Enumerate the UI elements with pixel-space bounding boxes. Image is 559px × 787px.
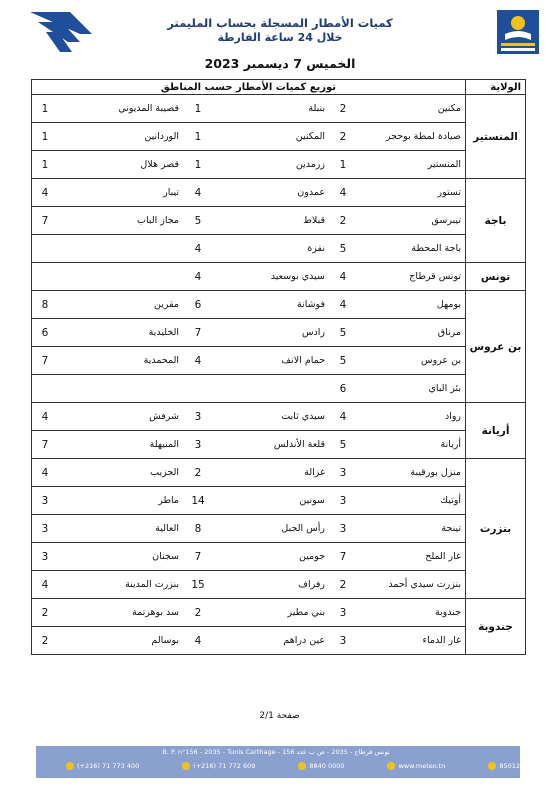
table-row [32,403,526,459]
rainfall-value: 4 [41,466,49,479]
rainfall-value [31,263,59,290]
table-row [32,179,526,263]
rainfall-value: 6 [339,382,347,395]
rainfall-value: 8 [194,522,202,535]
station-name: منزل بورقيبة [410,467,461,478]
station-name: بن عروس [421,355,461,366]
station-name: تونس قرطاج [409,271,461,282]
station-name: قصر هلال [140,159,179,170]
station-name: الجزيب [150,467,179,478]
station-name [59,263,183,290]
rainfall-value: 4 [194,354,202,367]
rainfall-value: 7 [41,438,49,451]
station-row [31,347,465,375]
rainfall-value: 1 [194,158,202,171]
station-name: غار الملح [425,551,461,562]
rainfall-value: 5 [194,214,202,227]
rainfall-value: 6 [194,298,202,311]
station-name: سجنان [152,551,179,562]
rainfall-value: 4 [194,634,202,647]
station-values [32,179,466,263]
state-name: بن عروس [466,291,526,403]
station-name: تستور [437,187,461,198]
rainfall-value: 1 [41,130,49,143]
rainfall-value: 7 [41,214,49,227]
rainfall-value: 6 [41,326,49,339]
rainfall-value: 3 [41,494,49,507]
station-name: ماطر [158,495,179,506]
rainfall-value: 4 [194,270,202,283]
station-name: بنزرت سيدي أحمد [388,579,461,590]
rainfall-value: 8 [41,298,49,311]
station-name: غار الدماء [422,635,461,646]
station-name: مكنين [437,103,461,114]
state-name: أريانة [466,403,526,459]
footer-contact[interactable]: www.meteo.tn [387,762,445,770]
station-name: بنزرت المدينة [125,579,179,590]
station-values [32,291,466,403]
state-name: جندوبة [466,599,526,655]
station-name: العالية [155,523,179,534]
table-row [32,599,526,655]
station-name [59,235,183,263]
state-name: المنستير [466,95,526,179]
station-name: الخليدية [148,327,179,338]
rainfall-value: 4 [339,270,347,283]
station-name: قلعة الأندلس [273,439,325,450]
station-row [31,459,465,487]
station-name: تينجة [441,523,461,534]
station-row [31,487,465,515]
station-name: قبلاط [303,215,325,226]
station-name: رأس الجبل [281,523,325,534]
station-name: رادس [301,327,325,338]
footer-contacts [66,762,520,770]
stripes-logo [30,12,92,52]
footer-contact: (+216) 71 772 609 [182,762,255,770]
rainfall-value: 2 [339,214,347,227]
rainfall-value: 2 [339,102,347,115]
station-row [31,123,465,151]
station-row [31,95,465,123]
station-row [31,543,465,571]
table-row [32,459,526,599]
station-name: فوشانة [296,299,325,310]
station-name: باجة المحطة [411,243,461,254]
sms-icon [488,762,496,770]
rainfall-value: 2 [41,606,49,619]
station-name: بنبلة [308,103,325,114]
phone-icon [66,762,74,770]
station-values [32,459,466,599]
web-icon [387,762,395,770]
rainfall-value: 3 [339,494,347,507]
rainfall-value: 4 [41,186,49,199]
footer-contact: (+216) 71 773 400 [66,762,139,770]
station-row [31,207,465,235]
station-name: بئر الباي [428,383,461,394]
station-name: أوتيك [440,495,461,506]
station-row [31,179,465,207]
rainfall-value: 3 [339,466,347,479]
station-values [32,95,466,179]
rainfall-value: 7 [194,550,202,563]
rainfall-value: 5 [339,326,347,339]
station-name: تيبار [163,187,179,198]
rainfall-value: 1 [194,102,202,115]
station-name: المكنين [295,131,325,142]
station-name: الوردانين [144,131,179,142]
station-name: نفزة [307,243,325,254]
station-name: زرمدين [295,159,325,170]
footer-contact: 85012 [488,762,520,770]
station-row [31,431,465,459]
station-name: شرفش [149,411,179,422]
inm-logo [497,10,539,54]
rainfall-value: 4 [41,410,49,423]
rainfall-value: 4 [339,186,347,199]
station-values [32,403,466,459]
rainfall-value: 4 [194,242,202,255]
table-row [32,291,526,403]
state-name: بنزرت [466,459,526,599]
station-row [31,151,465,179]
station-name: المنيهلة [149,439,179,450]
footer-contact: 8840 0000 [298,762,344,770]
station-row [31,571,465,599]
rainfall-value: 3 [194,410,202,423]
rainfall-value: 3 [41,522,49,535]
rainfall-table [31,79,526,655]
rainfall-value: 15 [191,578,205,591]
rainfall-value: 3 [339,522,347,535]
rainfall-value: 4 [339,298,347,311]
table-row [32,95,526,179]
rainfall-value: 1 [194,130,202,143]
station-row [31,319,465,347]
rainfall-value: 3 [339,606,347,619]
footer-bar [26,734,520,778]
rainfall-value: 7 [339,550,347,563]
station-row [31,291,465,319]
station-name: سيدي ثابت [281,411,325,422]
rainfall-value: 4 [339,410,347,423]
station-row [31,627,465,655]
station-name: جندوبة [434,607,461,618]
station-name: صيادة لمطة بوحجر [385,131,461,142]
rainfall-value: 3 [41,550,49,563]
rainfall-value: 3 [339,634,347,647]
rainfall-value: 5 [339,354,347,367]
station-row [31,375,465,403]
station-row [31,403,465,431]
rainfall-value: 4 [194,186,202,199]
station-name: سونين [299,495,325,506]
header-state: الولاية [466,80,526,95]
header-distribution: توزيع كميات الأمطار حسب المناطق [32,80,466,95]
station-name: المنستير [427,159,461,170]
rainfall-value [31,235,59,263]
station-name: تيبرسق [431,215,461,226]
station-name: حمام الانف [281,355,325,366]
rainfall-value: 5 [339,242,347,255]
rainfall-value: 7 [41,354,49,367]
rainfall-value: 2 [339,130,347,143]
rainfall-value: 2 [194,606,202,619]
footer-address: B. P. n°156 - 2035 - Tunis Carthage - تونس قرطاج - 2035 - ص ب عدد 156 [162,748,390,756]
station-name: غزالة [304,467,325,478]
station-values [32,263,466,291]
station-row [31,599,465,627]
rainfall-value: 7 [194,326,202,339]
station-values [32,599,466,655]
station-name: جومين [299,551,325,562]
rainfall-value: 3 [194,438,202,451]
rainfall-value: 1 [339,158,347,171]
rainfall-value: 1 [41,158,49,171]
report-date: الخميس 7 ديسمبر 2023 [204,56,356,71]
station-name [59,375,183,403]
station-name: رفراف [298,579,325,590]
station-name: عين دراهم [283,635,325,646]
station-name: قصيبة المديوني [118,103,179,114]
station-name: عمدون [297,187,325,198]
rainfall-value [183,375,213,403]
page-number: صفحة 2/1 [259,711,300,721]
rainfall-value: 5 [339,438,347,451]
station-name [213,375,329,403]
fax-icon [182,762,190,770]
rainfall-value: 4 [41,578,49,591]
station-name: أريانة [440,439,461,450]
call-icon [298,762,306,770]
report-subtitle: خلال 24 ساعة الفارطة [217,31,343,44]
station-row [31,235,465,263]
station-name: رواد [444,411,461,422]
station-name: مقرين [153,299,179,310]
rainfall-value [31,375,59,403]
state-name: تونس [466,263,526,291]
station-name: بوسالم [151,635,179,646]
station-name: سد بوهرتمة [132,607,179,618]
state-name: باجة [466,179,526,263]
station-name: المحمدية [143,355,179,366]
table-body [32,95,526,655]
rainfall-value: 14 [191,494,205,507]
station-name: بني مطير [287,607,325,618]
rainfall-value: 2 [339,578,347,591]
station-name: مرناق [437,327,461,338]
rainfall-value: 1 [41,102,49,115]
station-name: مجاز الباب [137,215,179,226]
station-name: بومهل [436,299,461,310]
station-name: سيدي بوسعيد [270,271,325,282]
station-row [31,263,465,290]
rainfall-value: 2 [194,466,202,479]
rainfall-value: 2 [41,634,49,647]
station-row [31,515,465,543]
table-row [32,263,526,291]
report-title: كميات الأمطار المسجلة بحساب المليمتر [167,16,393,30]
